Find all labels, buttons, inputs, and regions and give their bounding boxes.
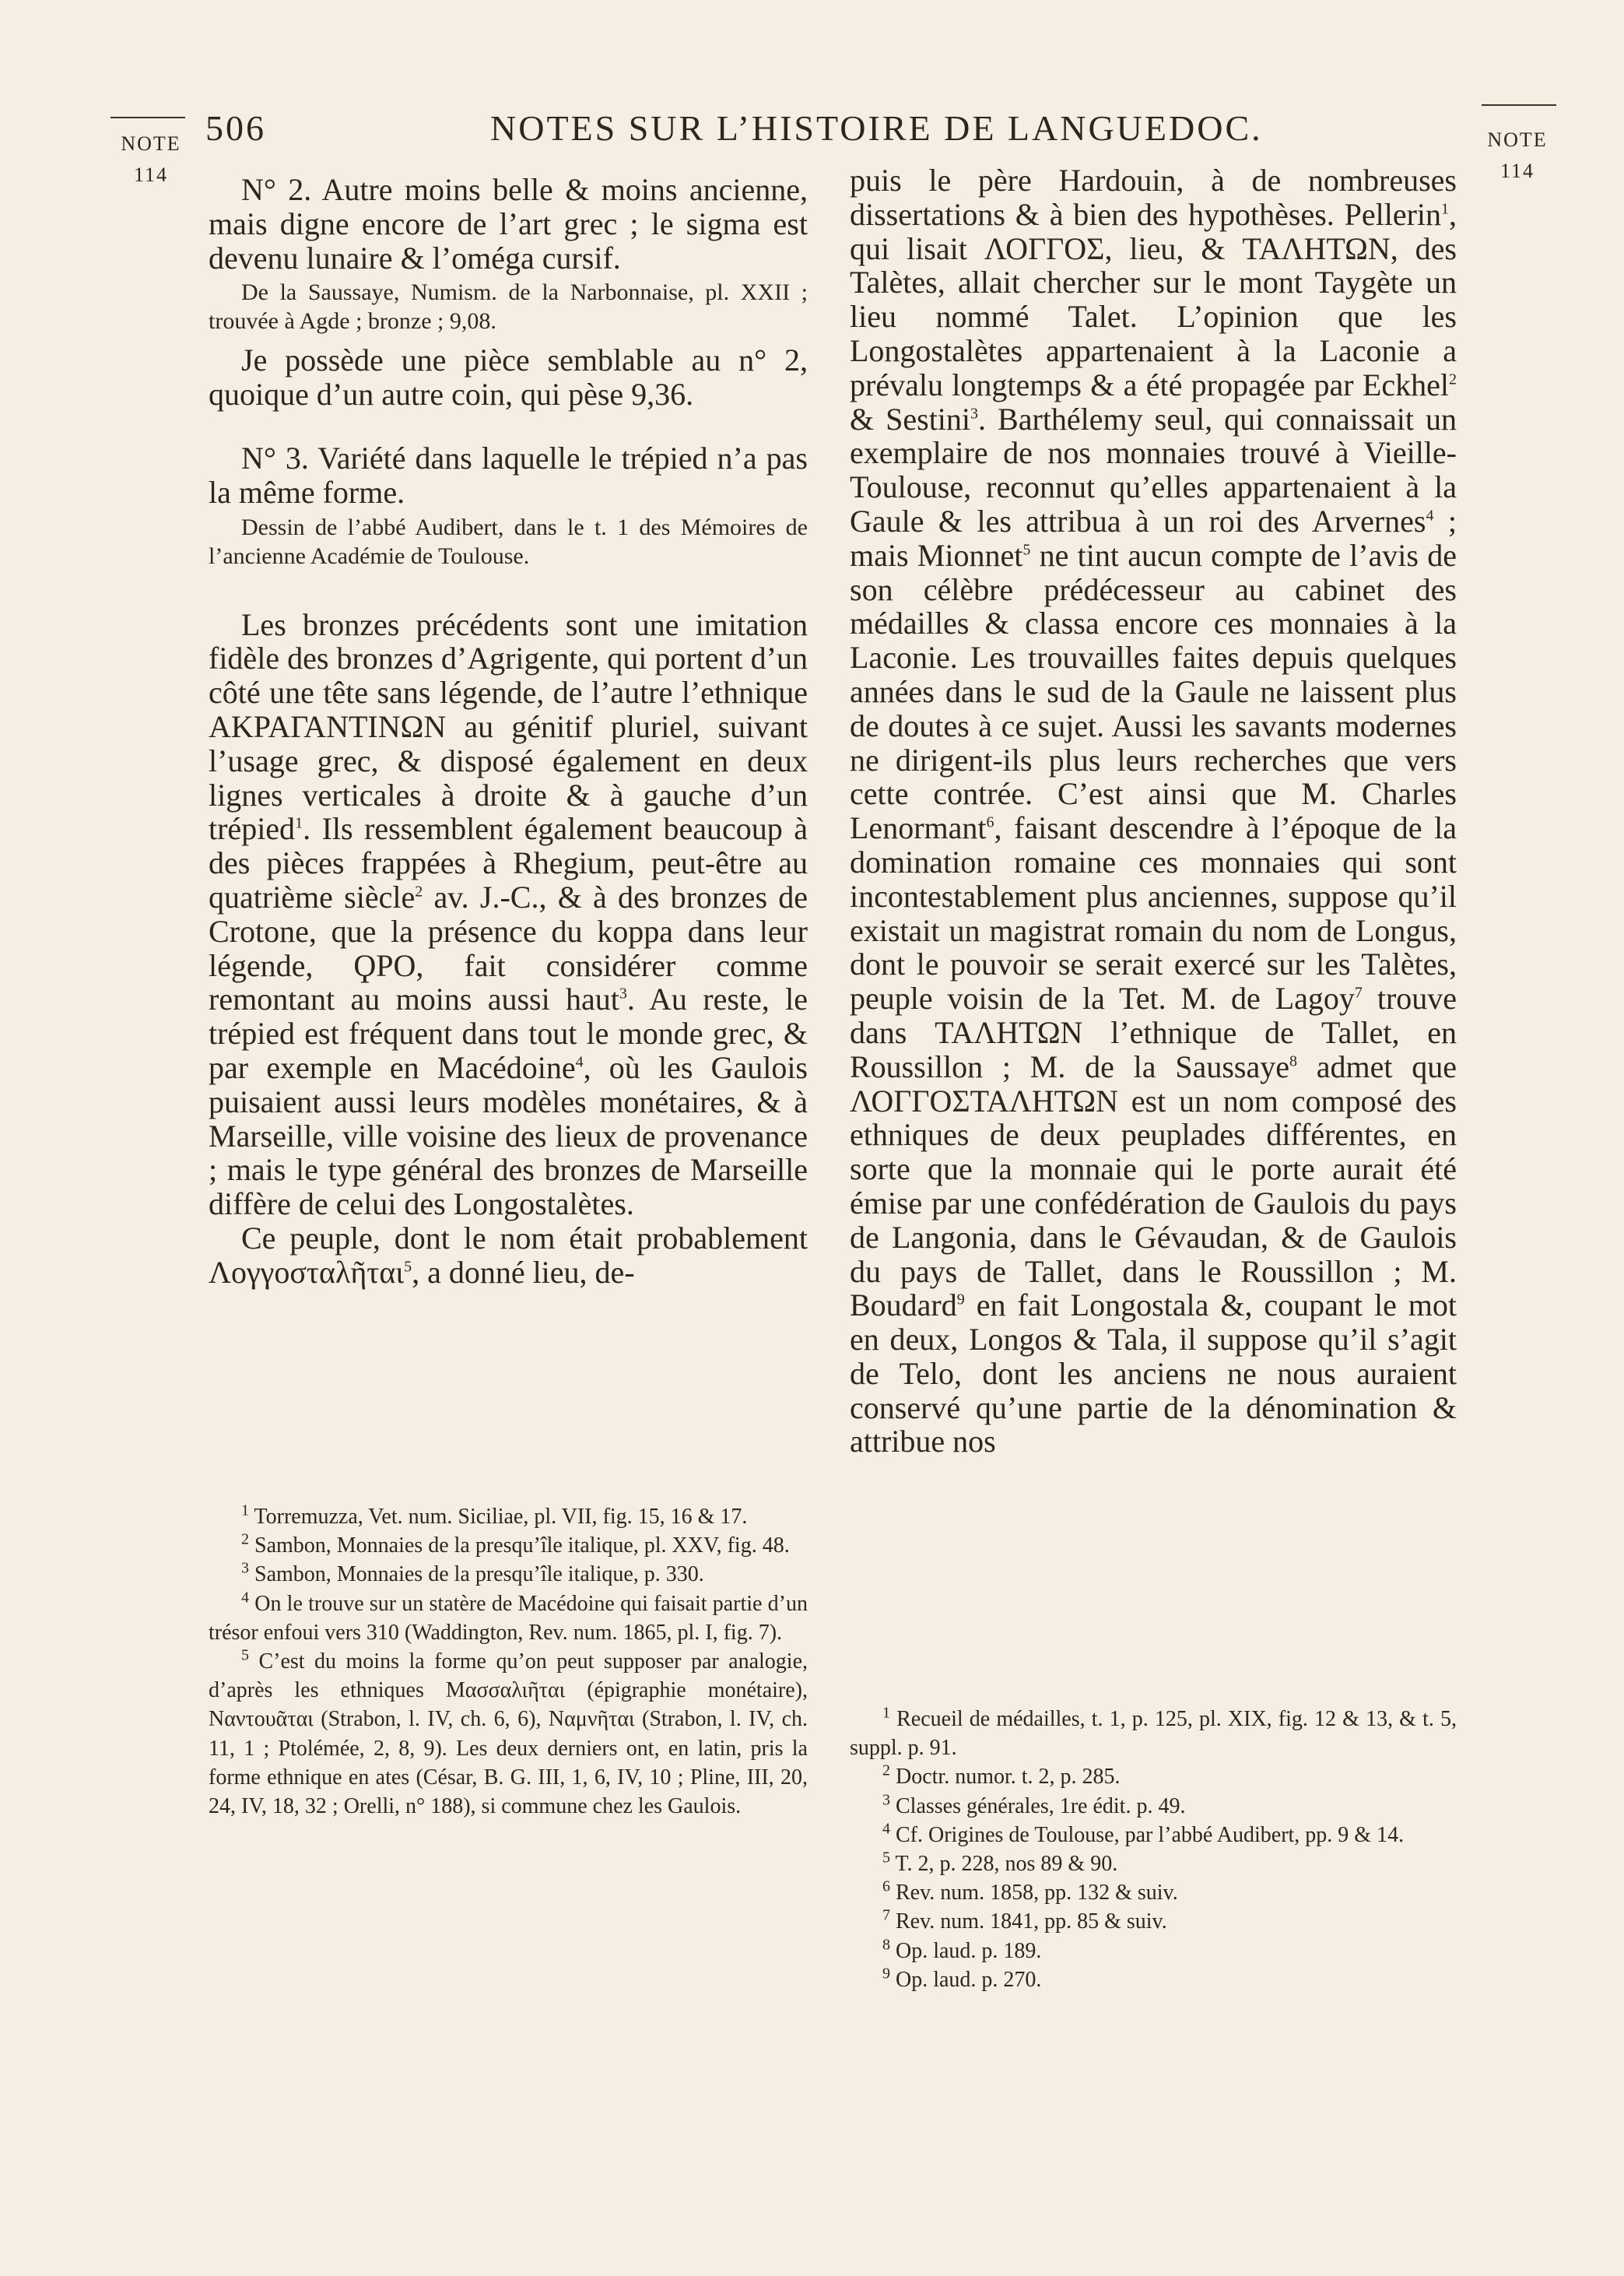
footnote-ref: 4 <box>1426 507 1434 525</box>
margin-note-left <box>112 128 190 191</box>
footnote-ref: 3 <box>970 405 979 423</box>
running-title: NOTES SUR L’HISTOIRE DE LANGUEDOC. <box>490 108 1263 148</box>
footnote-ref: 2 <box>1449 371 1457 388</box>
footnote-item: $^1$ Recueil de médailles, t. 1, p. 125, pl. XIX, fig. 12 & 13, & t. 5, suppl. p. 91. <box>850 1704 1457 1761</box>
left-footnotes <box>209 1502 808 1821</box>
footnote-item: $^5$ T. 2, p. 228, nos 89 & 90. <box>882 1849 1118 1877</box>
footnote-item: $^9$ Op. laud. p. 270. <box>882 1965 1042 1992</box>
footnote-item: $^6$ Rev. num. 1858, pp. 132 & suiv. <box>882 1877 1178 1905</box>
body-paragraph-bronzes: Les bronzes précédents sont une imitation fidèle des bronzes d’Agrigente, qui portent d’un côté une tête sans légende, de l’autre l’ethnique ΑΚΡΑΓΑΝΤΙΝΩΝ au génitif pluriel, suivant l’usage grec, & disposé également en deux lignes verticales à droite & à gauche d’un trépied$^1$. Ils ressemblent également beaucoup à des pièces frappées à Rhegium, peut-être au quatrième siècle$^2$ av. J.-C., & à des bronzes de Crotone, que la présence du koppa dans leur légende, ϘΡΟ, fait considérer comme remontant au moins aussi haut$^3$. Au reste, le trépied est fréquent dans tout le monde grec, & par exemple en Macédoine$^4$, où les Gaulois puisaient aussi leurs modèles monétaires, & à Marseille, ville voisine des lieux de provenance ; mais le type général des bronzes de Marseille diffère de celui des Longostalètes. <box>209 606 808 1222</box>
body-paragraph-peuple: Ce peuple, dont le nom était probablement Λογγοσταλῆται$^5$, a donné lieu, de- <box>209 1220 808 1290</box>
possession-note: Je possède une pièce semblable au n° 2, quoique d’un autre coin, qui pèse 9,36. <box>209 342 808 413</box>
footnote-ref: 3 <box>619 985 627 1003</box>
margin-number-left: 114 <box>133 163 169 186</box>
footnote-item: $^1$ Torremuzza, Vet. num. Siciliae, pl. VII, fig. 15, 16 & 17. <box>241 1502 748 1529</box>
footnote-item: $^3$ Sambon, Monnaies de la presqu’île italique, p. 330. <box>241 1560 704 1587</box>
footnote-item: $^5$ C’est du moins la forme qu’on peut supposer par analogie, d’après les ethniques Μασσαλιῆται (épigraphie monétaire), Ναντουᾶται (Strabon, l. IV, ch. 6, 6), Ναμνῆται (Strabon, l. IV, ch. 11, 1 ; Ptolémée, 2, 8, 9). Les deux derniers ont, en latin, pris la forme ethnique en ates (César, B. G. III, 1, 6, IV, 10 ; Pline, III, 20, 24, IV, 18, 32 ; Orelli, n° 188), si commune chez les Gaulois. <box>209 1646 808 1819</box>
footnote-ref: 8 <box>1289 1052 1297 1070</box>
footnote-ref: 1 <box>295 815 303 833</box>
footnote-item: $^8$ Op. laud. p. 189. <box>882 1936 1042 1963</box>
margin-number-right: 114 <box>1499 160 1535 182</box>
footnote-ref: 6 <box>986 813 994 831</box>
footnote-item: $^7$ Rev. num. 1841, pp. 85 & suiv. <box>882 1907 1167 1934</box>
citation-n2: De la Saussaye, Numism. de la Narbonnaise, pl. XXII ; trouvée à Agde ; bronze ; 9,08. <box>209 279 808 335</box>
footnote-item: $^2$ Sambon, Monnaies de la presqu’île italique, pl. XXV, fig. 48. <box>241 1530 790 1558</box>
margin-note-label-left: NOTE <box>121 132 181 155</box>
footnote-ref: 5 <box>404 1258 412 1276</box>
coin-entry-n3: N° 3. Variété dans laquelle le trépied n’a pas la même forme. <box>209 440 808 510</box>
left-margin-rule <box>110 117 185 118</box>
left-column <box>209 173 808 1290</box>
footnote-item: $^3$ Classes générales, 1re édit. p. 49. <box>882 1791 1186 1818</box>
footnote-ref: 4 <box>575 1053 584 1071</box>
margin-note-label-right: NOTE <box>1487 128 1548 151</box>
citation-n3: Dessin de l’abbé Audibert, dans le t. 1 des Mémoires de l’ancienne Académie de Toulouse. <box>209 514 808 569</box>
right-footnotes <box>850 1705 1457 1994</box>
footnote-item: $^4$ Cf. Origines de Toulouse, par l’abbé Audibert, pp. 9 & 14. <box>882 1820 1405 1847</box>
footnote-ref: 9 <box>956 1291 965 1308</box>
right-column <box>850 163 1457 1459</box>
coin-entry-n2: N° 2. Autre moins belle & moins ancienne, mais digne encore de l’art grec ; le sigma est devenu lunaire & l’oméga cursif. <box>209 172 808 276</box>
footnote-ref: 2 <box>415 883 423 901</box>
footnote-ref: 7 <box>1354 984 1363 1002</box>
right-margin-rule <box>1482 104 1556 106</box>
footnote-ref: 5 <box>1022 541 1031 559</box>
page-number: 506 <box>205 108 266 148</box>
margin-note-right <box>1478 125 1556 187</box>
footnote-ref: 1 <box>1441 200 1449 218</box>
footnote-item: $^2$ Doctr. numor. t. 2, p. 285. <box>882 1762 1121 1790</box>
footnote-item: $^4$ On le trouve sur un statère de Macédoine qui faisait partie d’un trésor enfoui vers 310 (Waddington, Rev. num. 1865, pl. I, fig. 7). <box>209 1589 808 1645</box>
body-paragraph-right: puis le père Hardouin, à de nombreuses dissertations & à bien des hypothèses. Pellerin$^1$, qui lisait ΛΟΓΓΟΣ, lieu, & ΤΑΛΗΤΩΝ, des Talètes, allait chercher sur le mont Taygète un lieu nommé Talet. L’opinion que les Longostalètes appartenaient à la Laconie a prévalu longtemps & a été propagée par Eckhel$^2$ & Sestini$^3$. Barthélemy seul, qui connaissait un exemplaire de nos monnaies trouvé à Vieille-Toulouse, reconnut qu’elles appartenaient à la Gaule & les attribua à un roi des Arvernes$^4$ ; mais Mionnet$^5$ ne tint aucun compte de l’avis de son célèbre prédécesseur au cabinet des médailles & classa encore ces monnaies à la Laconie. Les trouvailles faites depuis quelques années dans le sud de la Gaule ne laissent plus de doutes à ce sujet. Aussi les savants modernes ne dirigent-ils plus leurs recherches que vers cette contrée. C’est ainsi que M. Charles Lenormant$^6$, faisant descendre à l’époque de la domination romaine ces monnaies qui sont incontestablement plus anciennes, suppose qu’il existait un magistrat romain du nom de Longus, dont le pouvoir se serait exercé sur les Talètes, peuple voisin de la Tet. M. de Lagoy$^7$ trouve dans ΤΑΛΗΤΩΝ l’ethnique de Tallet, en Roussillon ; M. de la Saussaye$^8$ admet que ΛΟΓΓΟΣΤΑΛΗΤΩΝ est un nom composé des ethniques de deux peuplades différentes, en sorte que la monnaie qui le porte aurait été émise par une confédération de Gaulois du pays de Langonia, dans le Gévaudan, & de Gaulois du pays de Tallet, dans le Roussillon ; M. Boudard$^9$ en fait Longostala &, coupant le mot en deux, Longos & Tala, il suppose qu’il s’agit de Telo, dont les anciens ne nous auraient conservé qu’une partie de la dénomination & attribue nos <box>850 163 1457 1459</box>
